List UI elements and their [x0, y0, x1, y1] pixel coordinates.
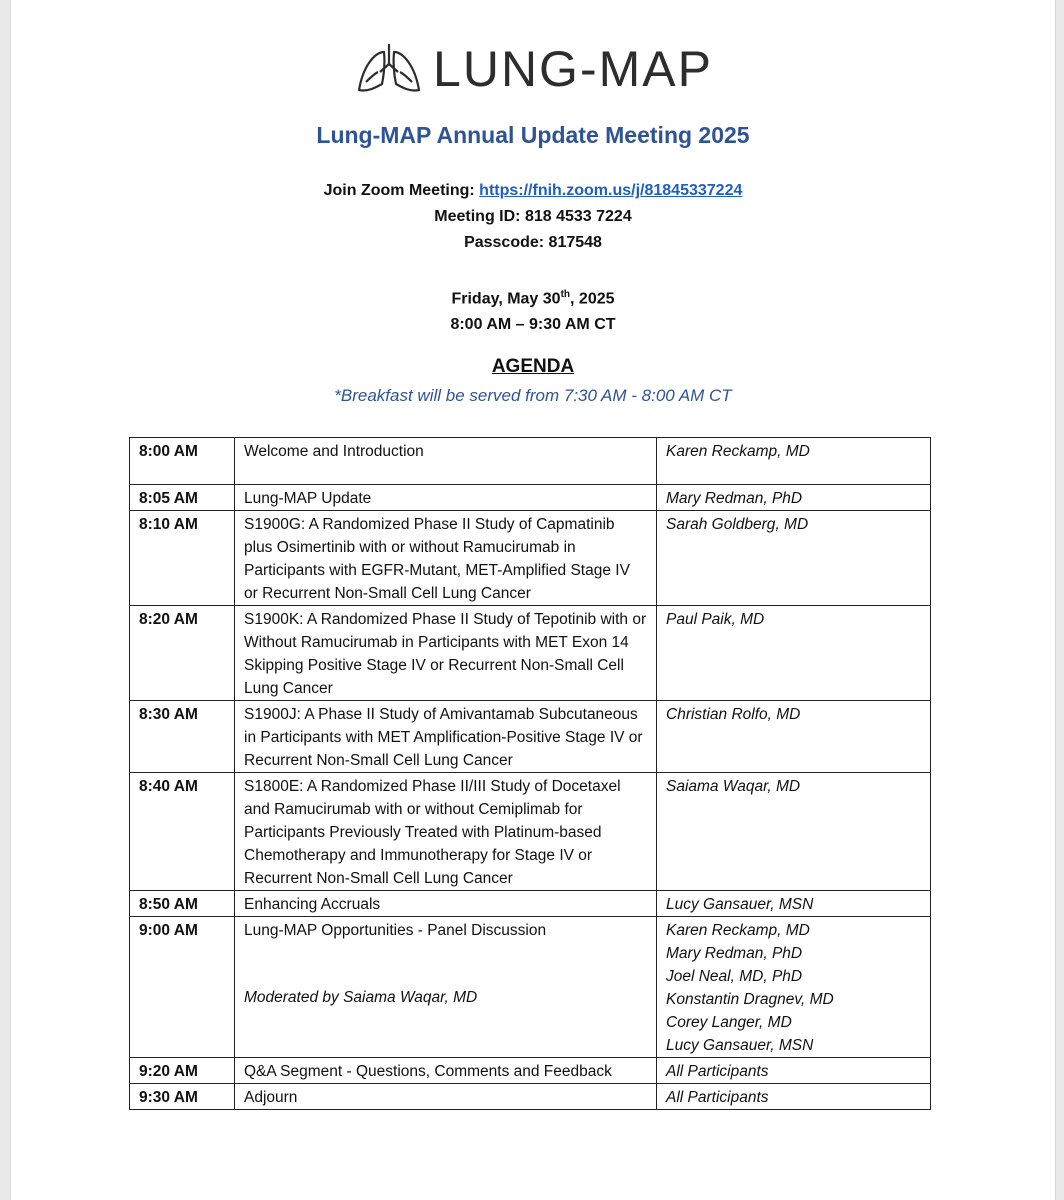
topic-cell: S1800E: A Randomized Phase II/III Study of Docetaxel and Ramucirumab with or without Cemiplimab for Participants Previously Treated with Platinum-based Chemotherapy and Immunotherapy for Stage IV or Recurrent Non-Small Cell Lung Cancer — [235, 773, 657, 891]
zoom-join-label: Join Zoom Meeting: — [323, 182, 475, 199]
panelist: Konstantin Dragnev, MD — [666, 991, 834, 1008]
speaker-cell: Saiama Waqar, MD — [657, 773, 931, 891]
time-cell: 9:20 AM — [130, 1058, 235, 1084]
topic-cell: Q&A Segment - Questions, Comments and Feedback — [235, 1058, 657, 1084]
table-row — [130, 773, 931, 891]
topic-cell: S1900J: A Phase II Study of Amivantamab Subcutaneous in Participants with MET Amplification-Positive Stage IV or Recurrent Non-Small Cell Lung Cancer — [235, 701, 657, 773]
table-row — [130, 1084, 931, 1110]
topic-cell — [235, 917, 657, 1058]
logo — [11, 40, 1055, 98]
panelist: Lucy Gansauer, MSN — [666, 1037, 814, 1054]
speaker-cell — [657, 917, 931, 1058]
topic-cell: Lung-MAP Update — [235, 485, 657, 511]
meeting-date — [11, 282, 1055, 338]
speaker-cell: Karen Reckamp, MD — [657, 438, 931, 485]
table-row — [130, 701, 931, 773]
speaker-cell: All Participants — [657, 1084, 931, 1110]
topic-cell: S1900K: A Randomized Phase II Study of Tepotinib with or Without Ramucirumab in Participants with MET Exon 14 Skipping Positive Stage IV or Recurrent Non-Small Cell Lung Cancer — [235, 606, 657, 701]
time-cell: 8:30 AM — [130, 701, 235, 773]
zoom-join-line — [11, 178, 1055, 204]
topic-cell: Welcome and Introduction — [235, 438, 657, 485]
logo-wordmark: LUNG-MAP — [433, 41, 713, 97]
page-title: Lung-MAP Annual Update Meeting 2025 — [316, 122, 750, 148]
agenda-table — [129, 437, 931, 1110]
time-cell: 8:50 AM — [130, 891, 235, 917]
panelist: Corey Langer, MD — [666, 1014, 792, 1031]
topic-cell: Enhancing Accruals — [235, 891, 657, 917]
time-cell: 9:30 AM — [130, 1084, 235, 1110]
speaker-cell: Mary Redman, PhD — [657, 485, 931, 511]
table-row — [130, 606, 931, 701]
time-cell: 8:00 AM — [130, 438, 235, 485]
speaker-cell: Sarah Goldberg, MD — [657, 511, 931, 606]
meeting-id: Meeting ID: 818 4533 7224 — [434, 208, 632, 225]
table-row — [130, 511, 931, 606]
time-cell: 8:40 AM — [130, 773, 235, 891]
time-cell: 9:00 AM — [130, 917, 235, 1058]
panelist: Mary Redman, PhD — [666, 945, 803, 962]
breakfast-note: *Breakfast will be served from 7:30 AM - 8:00 AM CT — [334, 386, 732, 405]
table-row — [130, 891, 931, 917]
document-page — [10, 0, 1056, 1200]
topic-cell: Adjourn — [235, 1084, 657, 1110]
speaker-cell: Christian Rolfo, MD — [657, 701, 931, 773]
passcode: Passcode: 817548 — [464, 234, 602, 251]
agenda-heading: AGENDA — [491, 356, 575, 377]
table-row — [130, 438, 931, 485]
panel-topic: Lung-MAP Opportunities - Panel Discussion — [244, 922, 547, 939]
zoom-meeting-link[interactable]: https://fnih.zoom.us/j/81845337224 — [479, 182, 743, 199]
table-row — [130, 485, 931, 511]
table-row — [130, 1058, 931, 1084]
panelist: Joel Neal, MD, PhD — [666, 968, 803, 985]
meeting-time: 8:00 AM – 9:30 AM CT — [450, 316, 616, 334]
time-cell: 8:10 AM — [130, 511, 235, 606]
topic-cell: S1900G: A Randomized Phase II Study of Capmatinib plus Osimertinib with or without Ramucirumab in Participants with EGFR-Mutant, MET-Amplified Stage IV or Recurrent Non-Small Cell Lung Cancer — [235, 511, 657, 606]
speaker-cell: Lucy Gansauer, MSN — [657, 891, 931, 917]
zoom-info — [11, 178, 1055, 256]
time-cell: 8:20 AM — [130, 606, 235, 701]
speaker-cell: Paul Paik, MD — [657, 606, 931, 701]
speaker-cell: All Participants — [657, 1058, 931, 1084]
time-cell: 8:05 AM — [130, 485, 235, 511]
panelist: Karen Reckamp, MD — [666, 922, 810, 939]
table-row — [130, 917, 931, 1058]
moderator-note: Moderated by Saiama Waqar, MD — [244, 989, 478, 1006]
meeting-day: Friday, May 30th, 2025 — [451, 289, 615, 308]
lungs-icon — [353, 40, 425, 98]
